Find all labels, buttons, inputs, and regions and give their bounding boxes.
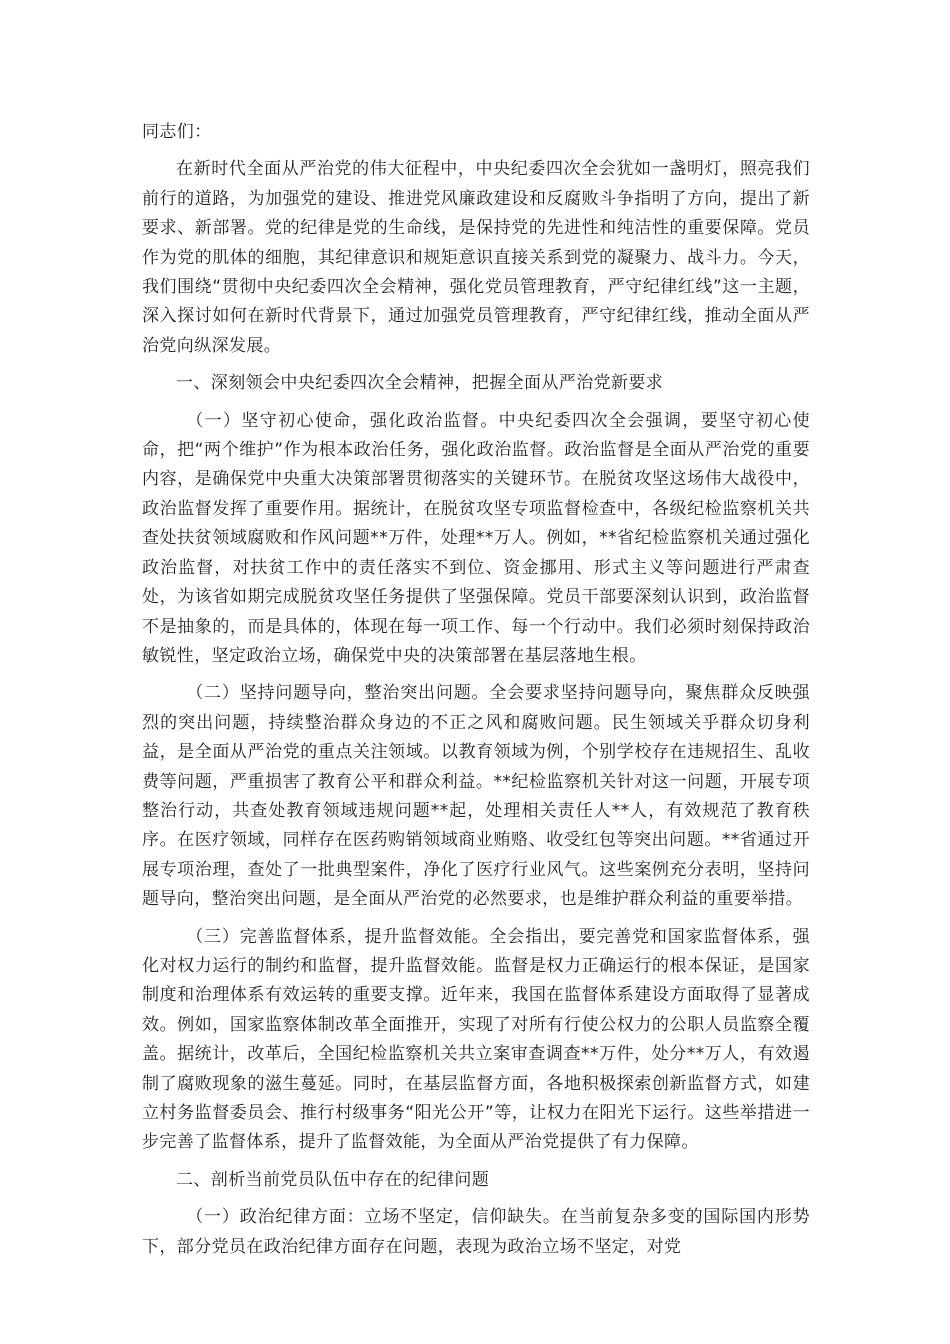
salutation: 同志们：: [142, 122, 212, 142]
document-page: [142, 118, 810, 1270]
section-1-paragraph-3: （三）完善监督体系，提升监督效能。全会指出，要完善党和国家监督体系，强化对权力运行的制约和监督，提升监督效能。监督是权力正确运行的根本保证，是国家制度和治理体系有效运转的重要支撑。近年来，我国在监督体系建设方面取得了显著成效。例如，国家监察体制改革全面推开，实现了对所有行使公权力的公职人员监察全覆盖。据统计，改革后，全国纪检监察机关共立案审查调查**万件，处分**万人，有效遏制了腐败现象的滋生蔓延。同时，在基层监督方面，各地积极探索创新监督方式，如建立村务监督委员会、推行村级事务“阳光公开”等，让权力在阳光下运行。这些举措进一步完善了监督体系，提升了监督效能，为全面从严治党提供了有力保障。: [142, 926, 810, 1153]
section-2-paragraph-1: （一）政治纪律方面：立场不坚定，信仰缺失。在当前复杂多变的国际国内形势下，部分党员在政治纪律方面存在问题，表现为政治立场不坚定，对党: [142, 1207, 810, 1257]
intro-paragraph: 在新时代全面从严治党的伟大征程中，中央纪委四次全会犹如一盏明灯，照亮我们前行的道路，为加强党的建设、推进党风廉政建设和反腐败斗争指明了方向，提出了新要求、新部署。党的纪律是党的生命线，是保持党的先进性和纯洁性的重要保障。党员作为党的肌体的细胞，其纪律意识和规矩意识直接关系到党的凝聚力、战斗力。今天，我们围绕“贯彻中央纪委四次全会精神，强化党员管理教育，严守纪律红线”这一主题，深入探讨如何在新时代背景下，通过加强党员管理教育，严守纪律红线，推动全面从严治党向纵深发展。: [142, 159, 810, 356]
section-1-heading: 一、深刻领会中央纪委四次全会精神，把握全面从严治党新要求: [176, 373, 664, 394]
section-1-paragraph-2: （二）坚持问题导向，整治突出问题。全会要求坚持问题导向，聚焦群众反映强烈的突出问题，持续整治群众身边的不正之风和腐败问题。民生领域关乎群众切身利益，是全面从严治党的重点关注领域。以教育领域为例，个别学校存在违规招生、乱收费等问题，严重损害了教育公平和群众利益。**纪检监察机关针对这一问题，开展专项整治行动，共查处教育领域违规问题**起，处理相关责任人**人，有效规范了教育秩序。在医疗领域，同样存在医药购销领域商业贿赂、收受红包等突出问题。**省通过开展专项治理，查处了一批典型案件，净化了医疗行业风气。这些案例充分表明，坚持问题导向，整治突出问题，是全面从严治党的必然要求，也是维护群众利益的重要举措。: [142, 683, 810, 910]
section-1-paragraph-1: （一）坚守初心使命，强化政治监督。中央纪委四次全会强调，要坚守初心使命，把“两个维护”作为根本政治任务，强化政治监督。政治监督是全面从严治党的重要内容，是确保党中央重大决策部署贯彻落实的关键环节。在脱贫攻坚这场伟大战役中，政治监督发挥了重要作用。据统计，在脱贫攻坚专项监督检查中，各级纪检监察机关共查处扶贫领域腐败和作风问题**万件，处理**万人。例如，**省纪检监察机关通过强化政治监督，对扶贫工作中的责任落实不到位、资金挪用、形式主义等问题进行严肃查处，为该省如期完成脱贫攻坚任务提供了坚强保障。党员干部要深刻认识到，政治监督不是抽象的，而是具体的，体现在每一项工作、每一个行动中。我们必须时刻保持政治敏锐性，坚定政治立场，确保党中央的决策部署在基层落地生根。: [142, 410, 810, 666]
section-2-heading: 二、剖析当前党员队伍中存在的纪律问题: [176, 1169, 490, 1190]
